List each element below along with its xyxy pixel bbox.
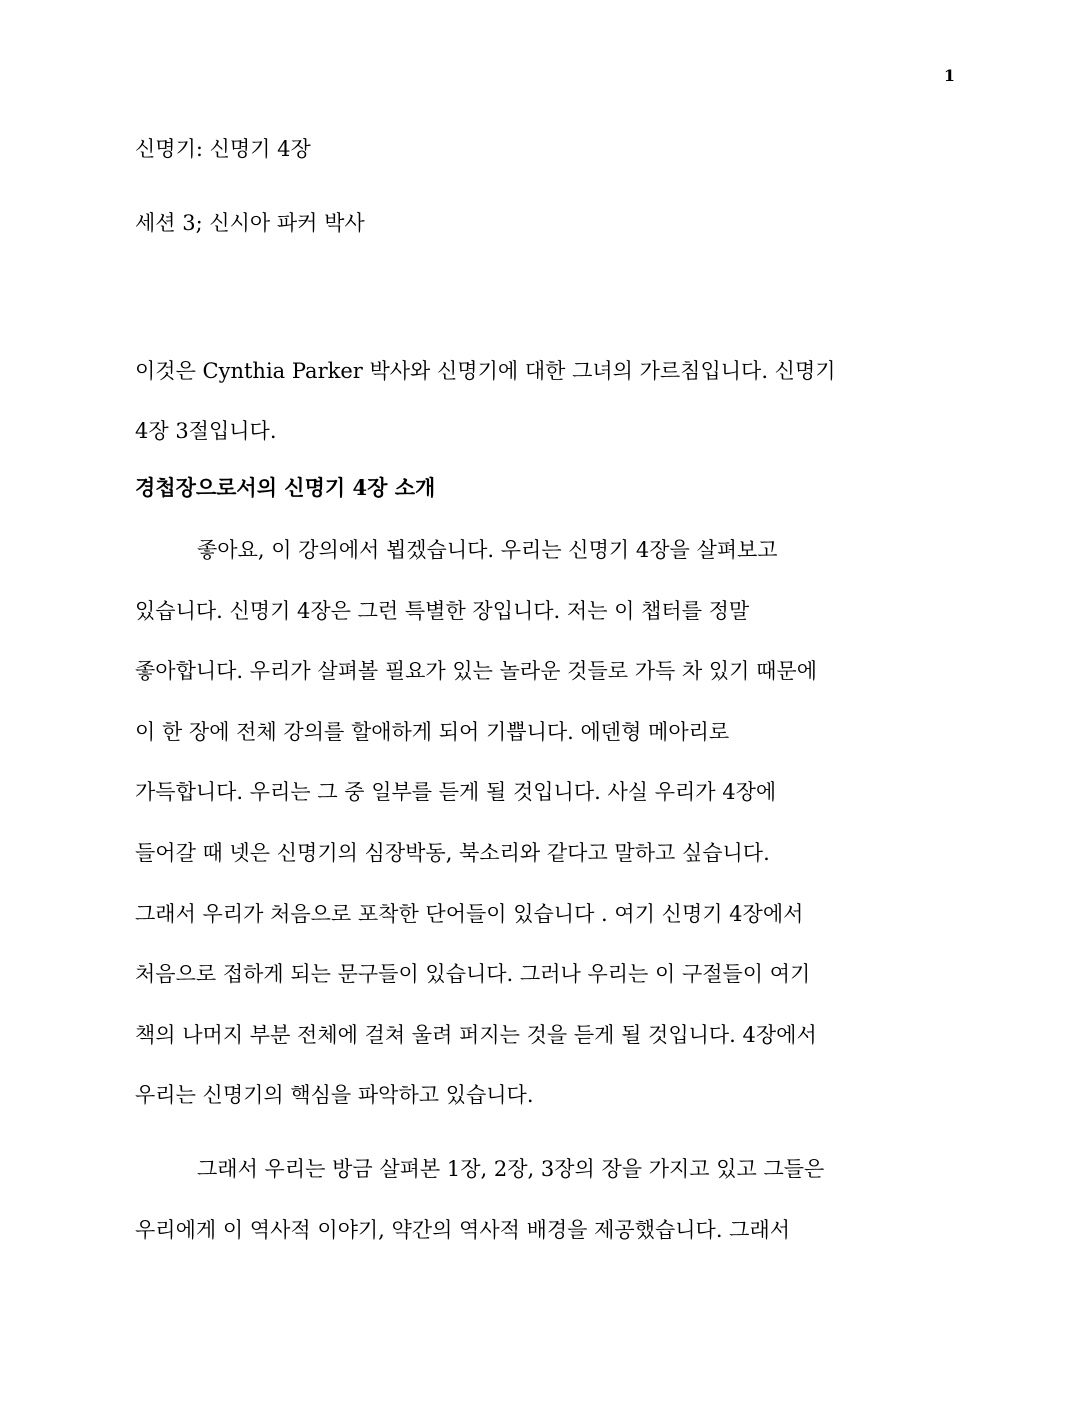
intro-paragraph <box>135 341 955 461</box>
body-paragraph <box>135 520 955 1126</box>
body-paragraph <box>135 1139 955 1260</box>
paragraph-line: 이 한 장에 전체 강의를 할애하게 되어 기쁩니다. 에덴형 메아리로 <box>135 719 730 744</box>
document-subtitle: 세션 3; 신시아 파커 박사 <box>135 211 365 235</box>
section-heading: 경첩장으로서의 신명기 4장 소개 <box>135 475 436 500</box>
paragraph-line: 처음으로 접하게 되는 문구들이 있습니다. 그러나 우리는 이 구절들이 여기 <box>135 962 811 987</box>
intro-line: 4장 3절입니다. <box>135 419 277 443</box>
paragraph-line: 우리는 신명기의 핵심을 파악하고 있습니다. <box>135 1083 534 1108</box>
document-title: 신명기: 신명기 4장 <box>135 137 311 161</box>
page-number: 1 <box>943 66 955 85</box>
paragraph-line: 좋아합니다. 우리가 살펴볼 필요가 있는 놀라운 것들로 가득 차 있기 때문에 <box>135 659 818 684</box>
paragraph-line: 가득합니다. 우리는 그 중 일부를 듣게 될 것입니다. 사실 우리가 4장에 <box>135 780 777 805</box>
paragraph-line: 좋아요, 이 강의에서 뵙겠습니다. 우리는 신명기 4장을 살펴보고 <box>197 538 778 562</box>
paragraph-line: 있습니다. 신명기 4장은 그런 특별한 장입니다. 저는 이 챕터를 정말 <box>135 598 750 623</box>
paragraph-line: 책의 나머지 부분 전체에 걸쳐 울려 퍼지는 것을 듣게 될 것입니다. 4장에서 <box>135 1022 817 1047</box>
paragraph-line: 들어갈 때 넷은 신명기의 심장박동, 북소리와 같다고 말하고 싶습니다. <box>135 840 770 865</box>
paragraph-line: 우리에게 이 역사적 이야기, 약간의 역사적 배경을 제공했습니다. 그래서 <box>135 1217 791 1242</box>
paragraph-line: 그래서 우리는 방금 살펴본 1장, 2장, 3장의 장을 가지고 있고 그들은 <box>197 1156 825 1181</box>
paragraph-line: 그래서 우리가 처음으로 포착한 단어들이 있습니다 . 여기 신명기 4장에서 <box>135 901 804 926</box>
body-text <box>135 520 955 1273</box>
intro-line: 이것은 Cynthia Parker 박사와 신명기에 대한 그녀의 가르침입니다. 신명기 <box>135 359 836 383</box>
